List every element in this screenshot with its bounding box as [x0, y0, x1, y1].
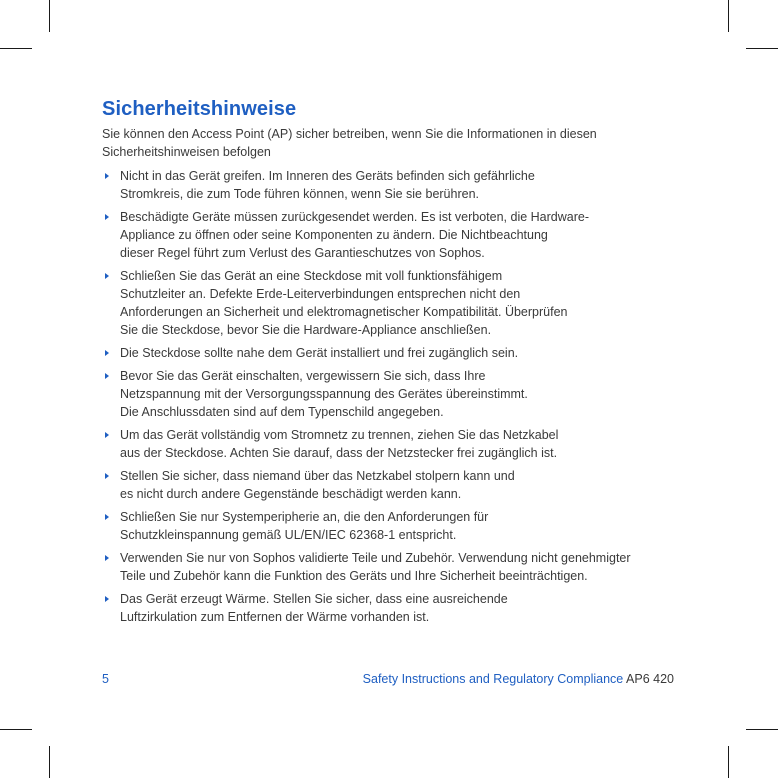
crop-mark [728, 746, 729, 778]
list-item-text: Bevor Sie das Gerät einschalten, vergewissern Sie sich, dass Ihre Netzspannung mit der Versorgungsspannung des Gerätes übereinstimmt. Die Anschlussdaten sind auf dem Typenschild angegeben. [120, 369, 528, 419]
bullet-icon [105, 596, 109, 602]
bullet-icon [105, 173, 109, 179]
list-item-text: Beschädigte Geräte müssen zurückgesendet werden. Es ist verboten, die Hardware- Appliance zu öffnen oder seine Komponenten zu ändern. Die Nichtbeachtung dieser Regel führt zum Verlust des Garantieschutzes von Sophos. [120, 210, 589, 260]
page-title: Sicherheitshinweise [102, 98, 297, 120]
crop-mark [746, 48, 778, 49]
list-item [102, 367, 682, 421]
list-item [102, 590, 682, 626]
crop-mark [0, 48, 32, 49]
list-item [102, 267, 682, 339]
crop-mark [49, 0, 50, 32]
list-item [102, 208, 682, 262]
bullet-icon [105, 214, 109, 220]
list-item-text: Die Steckdose sollte nahe dem Gerät installiert und frei zugänglich sein. [120, 346, 519, 360]
bullet-icon [105, 555, 109, 561]
list-item [102, 167, 682, 203]
bullet-icon [105, 514, 109, 520]
footer-document-title [363, 672, 674, 686]
footer-title: Safety Instructions and Regulatory Compliance [362, 672, 624, 686]
bullet-icon [105, 432, 109, 438]
list-item [102, 344, 682, 362]
crop-mark [728, 0, 729, 32]
list-item-text: Schließen Sie nur Systemperipherie an, die den Anforderungen für Schutzkleinspannung gemäß UL/EN/IEC 62368-1 entspricht. [120, 510, 489, 542]
crop-mark [49, 746, 50, 778]
intro-paragraph: Sie können den Access Point (AP) sicher betreiben, wenn Sie die Informationen in diesen Sicherheitshinweisen befolgen [102, 127, 597, 159]
footer-model: AP6 420 [626, 672, 674, 686]
safety-list [102, 167, 682, 626]
bullet-icon [105, 273, 109, 279]
list-item-text: Nicht in das Gerät greifen. Im Inneren des Geräts befinden sich gefährliche Stromkreis, die zum Tode führen können, wenn Sie sie berühren. [120, 169, 535, 201]
list-item [102, 549, 682, 585]
bullet-icon [105, 473, 109, 479]
page-number: 5 [102, 672, 109, 686]
crop-mark [0, 729, 32, 730]
list-item-text: Schließen Sie das Gerät an eine Steckdose mit voll funktionsfähigem Schutzleiter an. Defekte Erde-Leiterverbindungen entsprechen nicht den Anforderungen an Sicherheit und elektromagnetischer Kompatibilität. Überprüfen Sie die Steckdose, bevor Sie die Hardware-Appliance anschließen. [120, 269, 568, 337]
list-item-text: Stellen Sie sicher, dass niemand über das Netzkabel stolpern kann und es nicht durch andere Gegenstände beschädigt werden kann. [120, 469, 515, 501]
list-item-text: Um das Gerät vollständig vom Stromnetz zu trennen, ziehen Sie das Netzkabel aus der Steckdose. Achten Sie darauf, dass der Netzstecker frei zugänglich ist. [120, 428, 559, 460]
list-item-text: Das Gerät erzeugt Wärme. Stellen Sie sicher, dass eine ausreichende Luftzirkulation zum Entfernen der Wärme vorhanden ist. [120, 592, 508, 624]
list-item [102, 508, 682, 544]
page-footer [102, 672, 674, 686]
list-item [102, 426, 682, 462]
document-content [102, 98, 682, 631]
crop-mark [746, 729, 778, 730]
bullet-icon [105, 373, 109, 379]
bullet-icon [105, 350, 109, 356]
list-item [102, 467, 682, 503]
list-item-text: Verwenden Sie nur von Sophos validierte Teile und Zubehör. Verwendung nicht genehmigter Teile und Zubehör kann die Funktion des Geräts und Ihre Sicherheit beeinträchtigen. [120, 551, 631, 583]
